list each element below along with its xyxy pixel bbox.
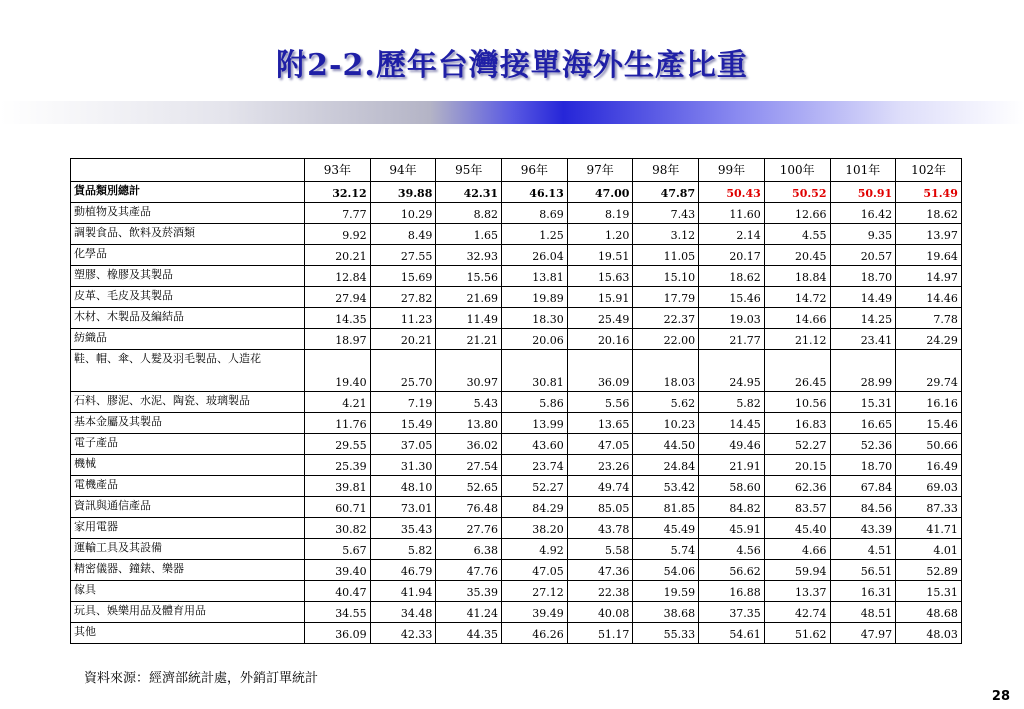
- value-cell: 26.45: [764, 350, 830, 392]
- value-cell: 39.81: [305, 476, 371, 497]
- value-cell: 15.46: [699, 287, 765, 308]
- value-cell: 14.46: [896, 287, 962, 308]
- value-cell: 20.15: [764, 455, 830, 476]
- value-cell: 46.26: [502, 623, 568, 644]
- value-cell: 47.05: [567, 434, 633, 455]
- value-cell: 5.56: [567, 392, 633, 413]
- value-cell: 18.62: [699, 266, 765, 287]
- value-cell: 25.39: [305, 455, 371, 476]
- value-cell: 47.87: [633, 182, 699, 203]
- value-cell: 40.08: [567, 602, 633, 623]
- year-header: 102年: [896, 159, 962, 182]
- table-row: [71, 413, 962, 434]
- value-cell: 24.29: [896, 329, 962, 350]
- value-cell: 15.91: [567, 287, 633, 308]
- value-cell: 45.49: [633, 518, 699, 539]
- value-cell: 18.30: [502, 308, 568, 329]
- value-cell: 5.86: [502, 392, 568, 413]
- value-cell: 31.30: [370, 455, 436, 476]
- table-row: [71, 497, 962, 518]
- value-cell: 10.29: [370, 203, 436, 224]
- value-cell: 14.35: [305, 308, 371, 329]
- value-cell: 8.69: [502, 203, 568, 224]
- value-cell: 19.03: [699, 308, 765, 329]
- category-name: 基本金屬及其製品: [71, 413, 305, 434]
- value-cell: 25.49: [567, 308, 633, 329]
- value-cell: 49.46: [699, 434, 765, 455]
- table-row: [71, 581, 962, 602]
- value-cell: 23.26: [567, 455, 633, 476]
- value-cell: 26.04: [502, 245, 568, 266]
- value-cell: 21.77: [699, 329, 765, 350]
- value-cell: 9.35: [830, 224, 896, 245]
- value-cell: 1.65: [436, 224, 502, 245]
- value-cell: 5.82: [370, 539, 436, 560]
- value-cell: 83.57: [764, 497, 830, 518]
- value-cell: 45.40: [764, 518, 830, 539]
- value-cell: 47.97: [830, 623, 896, 644]
- table-row: [71, 308, 962, 329]
- category-name: 機械: [71, 455, 305, 476]
- value-cell: 52.27: [764, 434, 830, 455]
- value-cell: 37.35: [699, 602, 765, 623]
- value-cell: 11.05: [633, 245, 699, 266]
- value-cell: 41.24: [436, 602, 502, 623]
- value-cell: 20.17: [699, 245, 765, 266]
- value-cell: 76.48: [436, 497, 502, 518]
- value-cell: 32.12: [305, 182, 371, 203]
- value-cell: 19.51: [567, 245, 633, 266]
- category-name: 貨品類別總計: [71, 182, 305, 203]
- value-cell: 15.69: [370, 266, 436, 287]
- value-cell: 45.91: [699, 518, 765, 539]
- value-cell: 14.49: [830, 287, 896, 308]
- value-cell: 47.36: [567, 560, 633, 581]
- value-cell: 42.31: [436, 182, 502, 203]
- category-name: 調製食品、飲料及菸酒類: [71, 224, 305, 245]
- value-cell: 11.60: [699, 203, 765, 224]
- value-cell: 23.74: [502, 455, 568, 476]
- value-cell: 4.01: [896, 539, 962, 560]
- value-cell: 30.97: [436, 350, 502, 392]
- value-cell: 7.78: [896, 308, 962, 329]
- year-header: 101年: [830, 159, 896, 182]
- value-cell: 14.97: [896, 266, 962, 287]
- value-cell: 20.16: [567, 329, 633, 350]
- header-corner-cell: [71, 159, 305, 182]
- value-cell: 30.82: [305, 518, 371, 539]
- value-cell: 38.68: [633, 602, 699, 623]
- value-cell: 47.00: [567, 182, 633, 203]
- value-cell: 54.06: [633, 560, 699, 581]
- value-cell: 24.95: [699, 350, 765, 392]
- year-header: 96年: [502, 159, 568, 182]
- value-cell: 52.65: [436, 476, 502, 497]
- value-cell: 23.41: [830, 329, 896, 350]
- value-cell: 21.21: [436, 329, 502, 350]
- table-row: [71, 329, 962, 350]
- value-cell: 36.09: [567, 350, 633, 392]
- value-cell: 24.84: [633, 455, 699, 476]
- value-cell: 22.38: [567, 581, 633, 602]
- table-row: [71, 455, 962, 476]
- value-cell: 5.58: [567, 539, 633, 560]
- value-cell: 58.60: [699, 476, 765, 497]
- value-cell: 43.78: [567, 518, 633, 539]
- value-cell: 42.74: [764, 602, 830, 623]
- category-name: 玩具、娛樂用品及體育用品: [71, 602, 305, 623]
- value-cell: 52.36: [830, 434, 896, 455]
- value-cell: 10.56: [764, 392, 830, 413]
- value-cell: 30.81: [502, 350, 568, 392]
- value-cell: 52.27: [502, 476, 568, 497]
- value-cell: 36.02: [436, 434, 502, 455]
- category-name: 塑膠、橡膠及其製品: [71, 266, 305, 287]
- table-row: [71, 203, 962, 224]
- value-cell: 16.16: [896, 392, 962, 413]
- table-row: [71, 224, 962, 245]
- value-cell: 16.88: [699, 581, 765, 602]
- table-row: [71, 434, 962, 455]
- value-cell: 20.57: [830, 245, 896, 266]
- value-cell: 43.60: [502, 434, 568, 455]
- value-cell: 13.65: [567, 413, 633, 434]
- value-cell: 18.70: [830, 455, 896, 476]
- value-cell: 84.82: [699, 497, 765, 518]
- category-name: 鞋、帽、傘、人髮及羽毛製品、人造花: [71, 350, 305, 392]
- table-row: [71, 245, 962, 266]
- category-name: 皮革、毛皮及其製品: [71, 287, 305, 308]
- value-cell: 20.21: [370, 329, 436, 350]
- value-cell: 27.12: [502, 581, 568, 602]
- value-cell: 43.39: [830, 518, 896, 539]
- value-cell: 27.94: [305, 287, 371, 308]
- value-cell: 16.65: [830, 413, 896, 434]
- value-cell: 27.55: [370, 245, 436, 266]
- value-cell: 22.37: [633, 308, 699, 329]
- value-cell: 85.05: [567, 497, 633, 518]
- value-cell: 15.63: [567, 266, 633, 287]
- value-cell: 44.35: [436, 623, 502, 644]
- value-cell: 29.74: [896, 350, 962, 392]
- value-cell: 1.25: [502, 224, 568, 245]
- value-cell: 18.84: [764, 266, 830, 287]
- year-header: 100年: [764, 159, 830, 182]
- value-cell: 4.51: [830, 539, 896, 560]
- value-cell: 40.47: [305, 581, 371, 602]
- value-cell: 81.85: [633, 497, 699, 518]
- value-cell: 13.97: [896, 224, 962, 245]
- value-cell: 7.77: [305, 203, 371, 224]
- value-cell: 59.94: [764, 560, 830, 581]
- value-cell: 15.56: [436, 266, 502, 287]
- value-cell: 47.05: [502, 560, 568, 581]
- category-name: 木材、木製品及編結品: [71, 308, 305, 329]
- value-cell: 16.31: [830, 581, 896, 602]
- table-row: [71, 539, 962, 560]
- category-name: 其他: [71, 623, 305, 644]
- value-cell: 5.67: [305, 539, 371, 560]
- value-cell: 19.40: [305, 350, 371, 392]
- value-cell: 87.33: [896, 497, 962, 518]
- value-cell: 56.51: [830, 560, 896, 581]
- source-note: 資料來源：經濟部統計處，外銷訂單統計: [84, 671, 319, 686]
- category-name: 石料、膠泥、水泥、陶瓷、玻璃製品: [71, 392, 305, 413]
- year-header: 99年: [699, 159, 765, 182]
- year-header: 95年: [436, 159, 502, 182]
- category-name: 電機產品: [71, 476, 305, 497]
- value-cell: 4.21: [305, 392, 371, 413]
- value-cell: 13.81: [502, 266, 568, 287]
- value-cell: 13.37: [764, 581, 830, 602]
- value-cell: 18.62: [896, 203, 962, 224]
- value-cell: 28.99: [830, 350, 896, 392]
- decorative-gradient-band: [0, 101, 1024, 124]
- category-name: 電子產品: [71, 434, 305, 455]
- category-name: 紡織品: [71, 329, 305, 350]
- value-cell: 18.97: [305, 329, 371, 350]
- value-cell: 39.40: [305, 560, 371, 581]
- table-row: [71, 623, 962, 644]
- category-name: 運輸工具及其設備: [71, 539, 305, 560]
- table-row: [71, 476, 962, 497]
- category-name: 化學品: [71, 245, 305, 266]
- value-cell: 11.76: [305, 413, 371, 434]
- value-cell: 27.76: [436, 518, 502, 539]
- value-cell: 14.72: [764, 287, 830, 308]
- category-name: 資訊與通信產品: [71, 497, 305, 518]
- year-header: 93年: [305, 159, 371, 182]
- table-row: [71, 266, 962, 287]
- value-cell: 44.50: [633, 434, 699, 455]
- value-cell: 14.45: [699, 413, 765, 434]
- value-cell: 1.20: [567, 224, 633, 245]
- value-cell: 4.56: [699, 539, 765, 560]
- value-cell: 48.03: [896, 623, 962, 644]
- table-row: [71, 560, 962, 581]
- table-row: [71, 287, 962, 308]
- value-cell: 13.99: [502, 413, 568, 434]
- value-cell: 7.43: [633, 203, 699, 224]
- value-cell: 15.10: [633, 266, 699, 287]
- value-cell: 46.79: [370, 560, 436, 581]
- category-name: 傢具: [71, 581, 305, 602]
- value-cell: 84.29: [502, 497, 568, 518]
- value-cell: 20.06: [502, 329, 568, 350]
- value-cell: 35.39: [436, 581, 502, 602]
- value-cell: 50.52: [764, 182, 830, 203]
- value-cell: 49.74: [567, 476, 633, 497]
- value-cell: 50.66: [896, 434, 962, 455]
- value-cell: 32.93: [436, 245, 502, 266]
- value-cell: 16.42: [830, 203, 896, 224]
- value-cell: 39.88: [370, 182, 436, 203]
- value-cell: 60.71: [305, 497, 371, 518]
- value-cell: 39.49: [502, 602, 568, 623]
- value-cell: 14.66: [764, 308, 830, 329]
- value-cell: 18.70: [830, 266, 896, 287]
- value-cell: 27.82: [370, 287, 436, 308]
- value-cell: 5.74: [633, 539, 699, 560]
- data-table: [70, 158, 962, 644]
- value-cell: 7.19: [370, 392, 436, 413]
- value-cell: 6.38: [436, 539, 502, 560]
- value-cell: 29.55: [305, 434, 371, 455]
- page-title: 附2-2.歷年台灣接單海外生產比重: [276, 48, 748, 83]
- value-cell: 69.03: [896, 476, 962, 497]
- value-cell: 8.82: [436, 203, 502, 224]
- value-cell: 38.20: [502, 518, 568, 539]
- value-cell: 9.92: [305, 224, 371, 245]
- value-cell: 51.62: [764, 623, 830, 644]
- value-cell: 67.84: [830, 476, 896, 497]
- value-cell: 15.31: [896, 581, 962, 602]
- value-cell: 20.21: [305, 245, 371, 266]
- value-cell: 5.62: [633, 392, 699, 413]
- value-cell: 4.92: [502, 539, 568, 560]
- year-header: 97年: [567, 159, 633, 182]
- table-row: [71, 518, 962, 539]
- value-cell: 84.56: [830, 497, 896, 518]
- value-cell: 62.36: [764, 476, 830, 497]
- year-header: 94年: [370, 159, 436, 182]
- value-cell: 56.62: [699, 560, 765, 581]
- value-cell: 42.33: [370, 623, 436, 644]
- value-cell: 51.17: [567, 623, 633, 644]
- value-cell: 48.51: [830, 602, 896, 623]
- value-cell: 50.43: [699, 182, 765, 203]
- value-cell: 3.12: [633, 224, 699, 245]
- value-cell: 22.00: [633, 329, 699, 350]
- value-cell: 34.48: [370, 602, 436, 623]
- value-cell: 48.68: [896, 602, 962, 623]
- value-cell: 21.12: [764, 329, 830, 350]
- value-cell: 15.46: [896, 413, 962, 434]
- category-name: 家用電器: [71, 518, 305, 539]
- table-body: [71, 182, 962, 644]
- table-row-total: [71, 182, 962, 203]
- value-cell: 15.31: [830, 392, 896, 413]
- value-cell: 21.69: [436, 287, 502, 308]
- value-cell: 47.76: [436, 560, 502, 581]
- value-cell: 2.14: [699, 224, 765, 245]
- value-cell: 17.79: [633, 287, 699, 308]
- value-cell: 16.83: [764, 413, 830, 434]
- value-cell: 54.61: [699, 623, 765, 644]
- value-cell: 35.43: [370, 518, 436, 539]
- value-cell: 36.09: [305, 623, 371, 644]
- category-name: 精密儀器、鐘錶、樂器: [71, 560, 305, 581]
- value-cell: 8.49: [370, 224, 436, 245]
- table-row: [71, 392, 962, 413]
- value-cell: 51.49: [896, 182, 962, 203]
- value-cell: 11.49: [436, 308, 502, 329]
- value-cell: 12.84: [305, 266, 371, 287]
- value-cell: 73.01: [370, 497, 436, 518]
- category-name: 動植物及其產品: [71, 203, 305, 224]
- table-row: [71, 350, 962, 392]
- value-cell: 46.13: [502, 182, 568, 203]
- value-cell: 5.43: [436, 392, 502, 413]
- value-cell: 52.89: [896, 560, 962, 581]
- value-cell: 21.91: [699, 455, 765, 476]
- value-cell: 25.70: [370, 350, 436, 392]
- year-header: 98年: [633, 159, 699, 182]
- value-cell: 10.23: [633, 413, 699, 434]
- value-cell: 34.55: [305, 602, 371, 623]
- value-cell: 27.54: [436, 455, 502, 476]
- value-cell: 14.25: [830, 308, 896, 329]
- table-row: [71, 602, 962, 623]
- value-cell: 5.82: [699, 392, 765, 413]
- value-cell: 4.66: [764, 539, 830, 560]
- value-cell: 18.03: [633, 350, 699, 392]
- value-cell: 20.45: [764, 245, 830, 266]
- value-cell: 16.49: [896, 455, 962, 476]
- value-cell: 8.19: [567, 203, 633, 224]
- value-cell: 50.91: [830, 182, 896, 203]
- value-cell: 37.05: [370, 434, 436, 455]
- value-cell: 4.55: [764, 224, 830, 245]
- value-cell: 19.89: [502, 287, 568, 308]
- value-cell: 41.71: [896, 518, 962, 539]
- value-cell: 53.42: [633, 476, 699, 497]
- value-cell: 19.59: [633, 581, 699, 602]
- value-cell: 48.10: [370, 476, 436, 497]
- value-cell: 13.80: [436, 413, 502, 434]
- page-number: 28: [991, 689, 1010, 704]
- table-header-row: [71, 159, 962, 182]
- value-cell: 55.33: [633, 623, 699, 644]
- value-cell: 12.66: [764, 203, 830, 224]
- value-cell: 41.94: [370, 581, 436, 602]
- value-cell: 19.64: [896, 245, 962, 266]
- value-cell: 11.23: [370, 308, 436, 329]
- value-cell: 15.49: [370, 413, 436, 434]
